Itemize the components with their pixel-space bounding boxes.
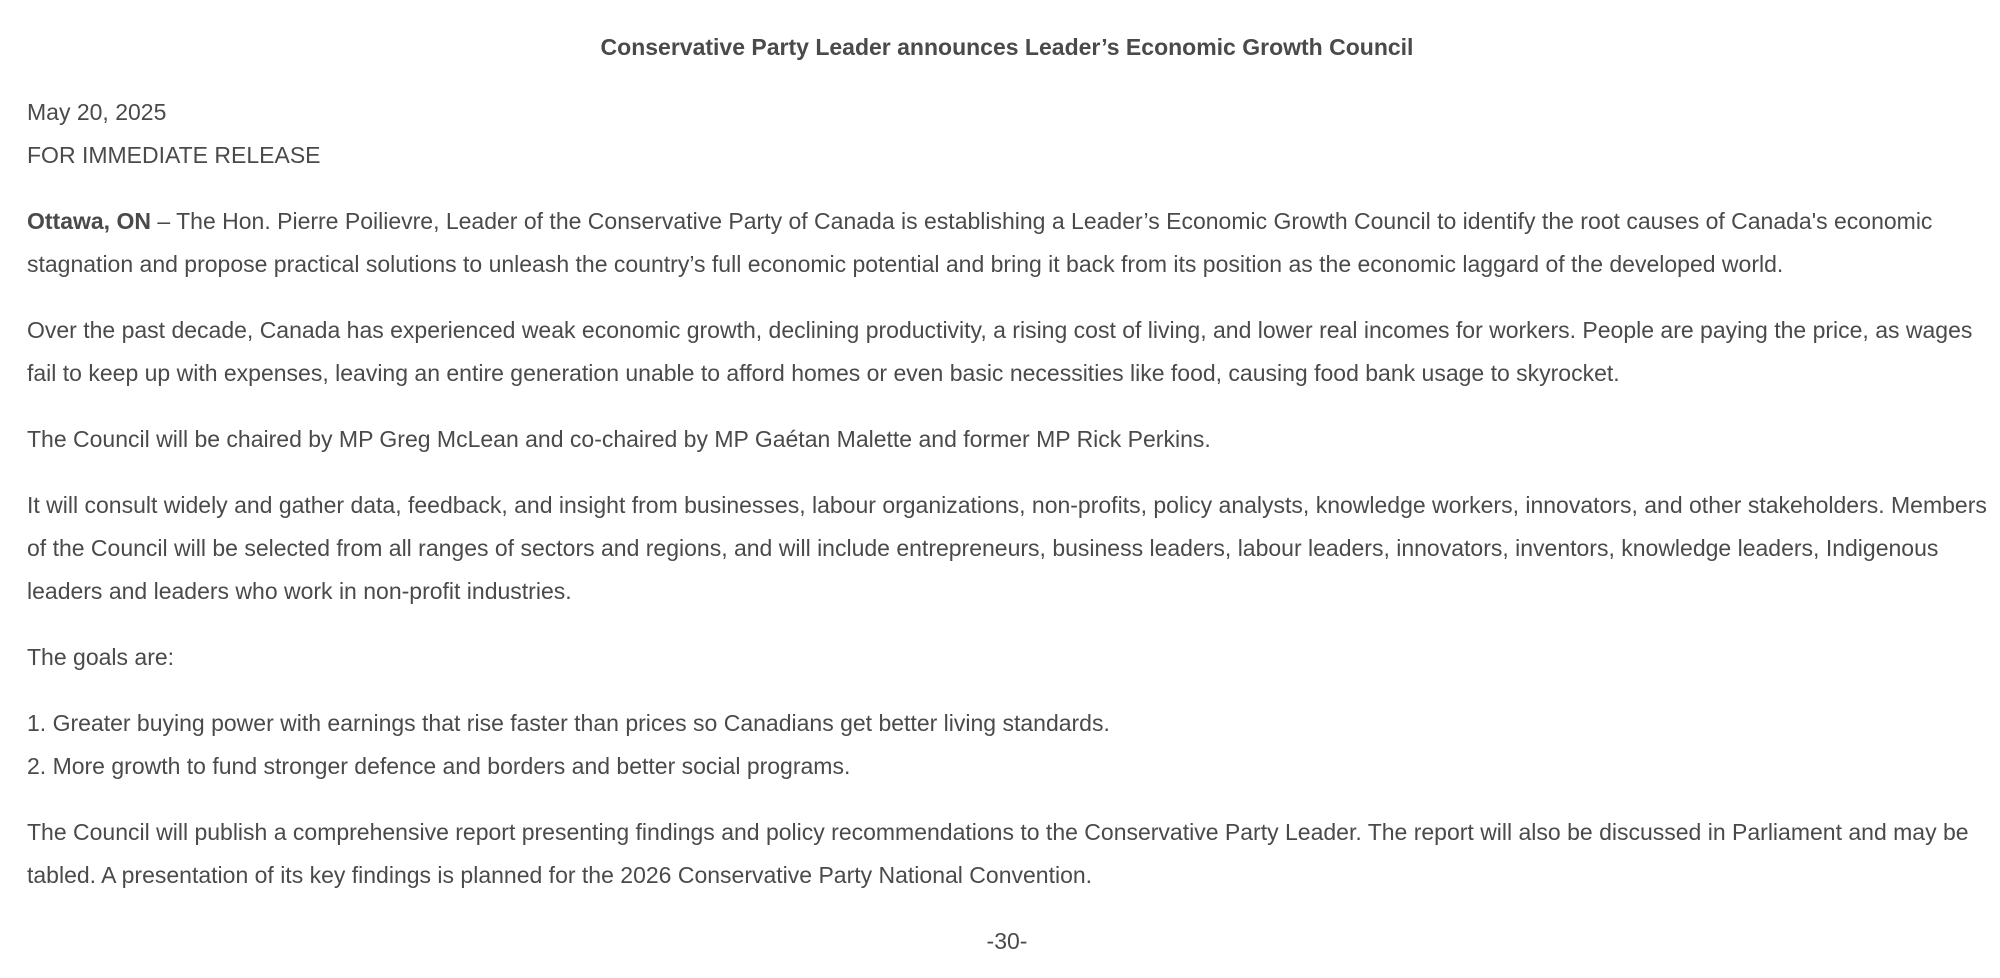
goals-list [27,702,1987,788]
goals-intro: The goals are: [27,644,175,670]
paragraph-economy: Over the past decade, Canada has experienced weak economic growth, declining productivity, a rising cost of living, and lower real incomes for workers. People are paying the price, as wages fail to keep up with expenses, leaving an entire generation unable to afford homes or even basic necessities like food, causing food bank usage to skyrocket. [27,317,1973,386]
paragraph-report: The Council will publish a comprehensive report presenting findings and policy recommendations to the Conservative Party Leader. The report will also be discussed in Parliament and may be tabled. A presentation of its key findings is planned for the 2026 Conservative Party National Convention. [27,819,1969,888]
release-meta [27,91,1987,177]
press-release [27,26,1987,963]
release-date: May 20, 2025 [27,99,167,125]
page-title: Conservative Party Leader announces Leader’s Economic Growth Council [600,34,1414,60]
lead-text: – The Hon. Pierre Poilievre, Leader of the Conservative Party of Canada is establishing a Leader’s Economic Growth Council to identify the root causes of Canada's economic stagnation and propose practical solutions to unleash the country’s full economic potential and bring it back from its position as the economic laggard of the developed world. [27,208,1933,277]
dateline: Ottawa, ON [27,208,151,234]
paragraph-consultation: It will consult widely and gather data, feedback, and insight from businesses, labour organizations, non-profits, policy analysts, knowledge workers, innovators, and other stakeholders. Members of the Council will be selected from all ranges of sectors and regions, and will include entrepreneurs, business leaders, labour leaders, innovators, inventors, knowledge leaders, Indigenous leaders and leaders who work in non-profit industries. [27,492,1987,604]
release-type: FOR IMMEDIATE RELEASE [27,142,321,168]
lead-paragraph [27,200,1987,286]
end-mark: -30- [986,928,1028,954]
paragraph-chairs: The Council will be chaired by MP Greg McLean and co-chaired by MP Gaétan Malette and former MP Rick Perkins. [27,426,1211,452]
goal-item: 1. Greater buying power with earnings that rise faster than prices so Canadians get better living standards. [27,710,1110,736]
goal-item: 2. More growth to fund stronger defence and borders and better social programs. [27,753,851,779]
